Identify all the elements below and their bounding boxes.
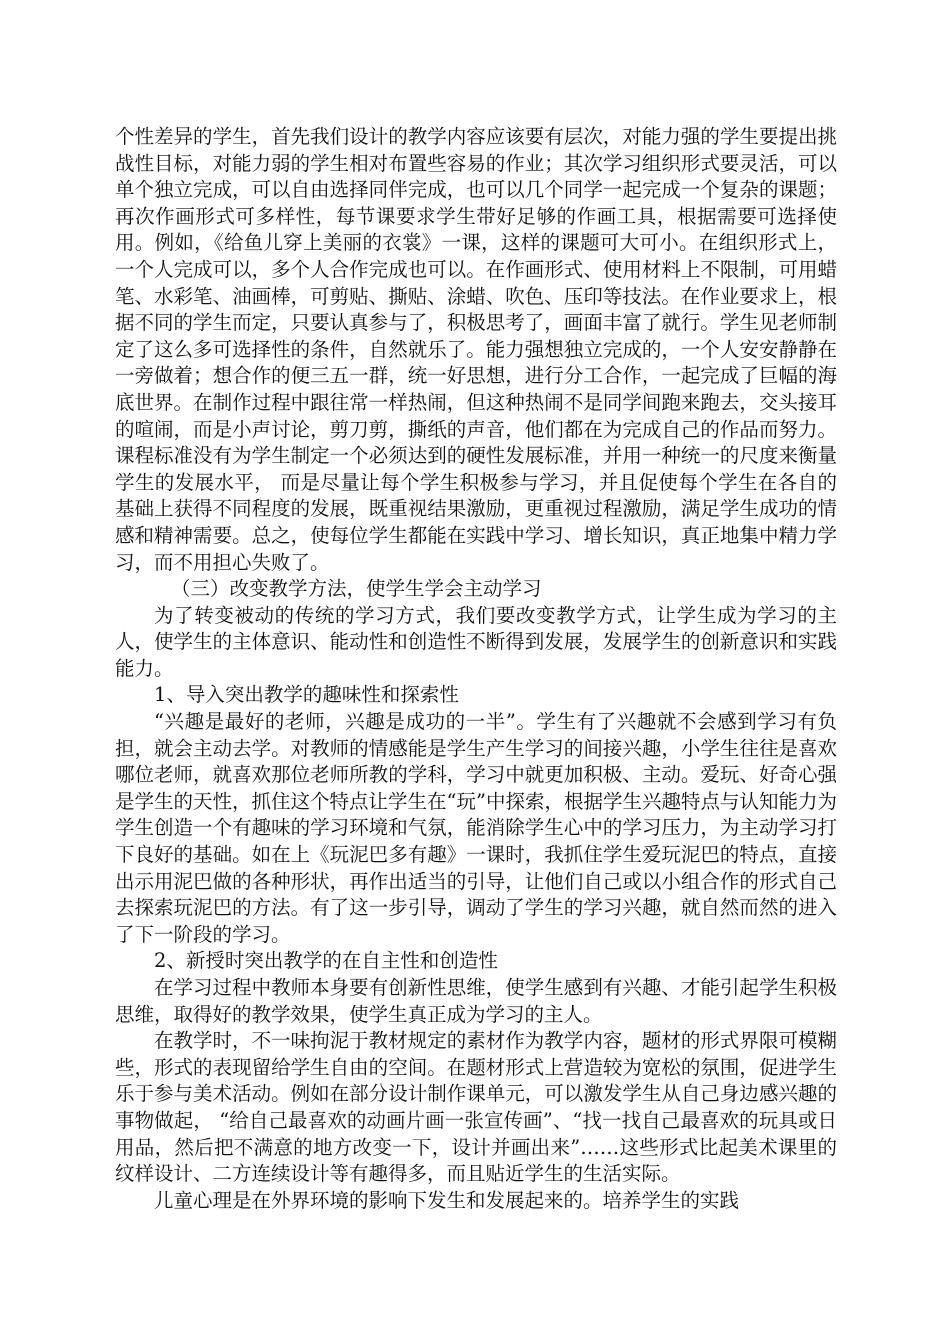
- body-paragraph: 儿童心理是在外界环境的影响下发生和发展起来的。培养学生的实践: [154, 1188, 740, 1212]
- subsection-heading-1: 1、导入突出教学的趣味性和探索性: [154, 683, 459, 707]
- section-heading-3: （三）改变教学方法，使学生学会主动学习: [171, 577, 542, 601]
- body-paragraph: 为了转变被动的传统的学习方式，我们要改变教学方式，让学生成为学习的主人，使学生的主体意识、能动性和创造性不断得到发展，发展学生的创新意识和实践能力。: [115, 603, 837, 680]
- body-paragraph: “兴趣是最好的老师，兴趣是成功的一半”。学生有了兴趣就不会感到学习有负担，就会主动去学。对教师的情感能是学生产生学习的间接兴趣，小学生往往是喜欢哪位老师，就喜欢那位老师所教的学科，学习中就更加积极、主动。爱玩、好奇心强是学生的天性，抓住这个特点让学生在“玩”中探索，根据学生兴趣特点与认知能力为学生创造一个有趣味的学习环境和气氛，能消除学生心中的学习压力，为主动学习打下良好的基础。如在上《玩泥巴多有趣》一课时，我抓住学生爱玩泥巴的特点，直接出示用泥巴做的各种形状，再作出适当的引导，让他们自己或以小组合作的形式自己去探索玩泥巴的方法。有了这一步引导，调动了学生的学习兴趣，就自然而然的进入了下一阶段的学习。: [115, 710, 837, 946]
- body-paragraph-continuation: 个性差异的学生，首先我们设计的教学内容应该要有层次，对能力强的学生要提出挑战性目标，对能力弱的学生相对布置些容易的作业；其次学习组织形式要灵活，可以单个独立完成，可以自由选择同伴完成，也可以几个同学一起完成一个复杂的课题；再次作画形式可多样性，每节课要求学生带好足够的作画工具，根据需要可选择使用。例如，《给鱼儿穿上美丽的衣裳》一课，这样的课题可大可小。在组织形式上，一个人完成可以，多个人合作完成也可以。在作画形式、使用材料上不限制，可用蜡笔、水彩笔、油画棒，可剪贴、撕贴、涂蜡、吹色、压印等技法。在作业要求上，根据不同的学生而定，只要认真参与了，积极思考了，画面丰富了就行。学生见老师制定了这么多可选择性的条件，自然就乐了。能力强想独立完成的，一个人安安静静在一旁做着；想合作的便三五一群，统一好思想，进行分工合作，一起完成了巨幅的海底世界。在制作过程中跟往常一样热闹，但这种热闹不是同学间跑来跑去，交头接耳的喧闹，而是小声讨论，剪刀剪，撕纸的声音，他们都在为完成自己的作品而努力。课程标准没有为学生制定一个必须达到的硬性发展标准，并用一种统一的尺度来衡量学生的发展水平， 而是尽量让每个学生积极参与学习，并且促使每个学生在各自的基础上获得不同程度的发展，既重视结果激励，更重视过程激励，满足学生成功的情感和精神需要。总之，使每位学生都能在实践中学习、增长知识，真正地集中精力学习，而不用担心失败了。: [115, 125, 837, 574]
- subsection-heading-2: 2、新授时突出教学的在自主性和创造性: [154, 949, 498, 973]
- document-page: [115, 124, 837, 1214]
- body-paragraph: 在学习过程中教师本身要有创新性思维，使学生感到有兴趣、才能引起学生积极思维，取得好的教学效果，使学生真正成为学习的主人。: [115, 976, 837, 1026]
- body-paragraph: 在教学时，不一味拘泥于教材规定的素材作为教学内容，题材的形式界限可模糊些，形式的表现留给学生自由的空间。在题材形式上营造较为宽松的氛围，促进学生乐于参与美术活动。例如在部分设计制作课单元，可以激发学生从自己身边感兴趣的事物做起， “给自己最喜欢的动画片画一张宣传画”、“找一找自己最喜欢的玩具或日用品，然后把不满意的地方改变一下，设计并画出来”……这些形式比起美术课里的纹样设计、二方连续设计等有趣得多，而且贴近学生的生活实际。: [115, 1029, 837, 1186]
